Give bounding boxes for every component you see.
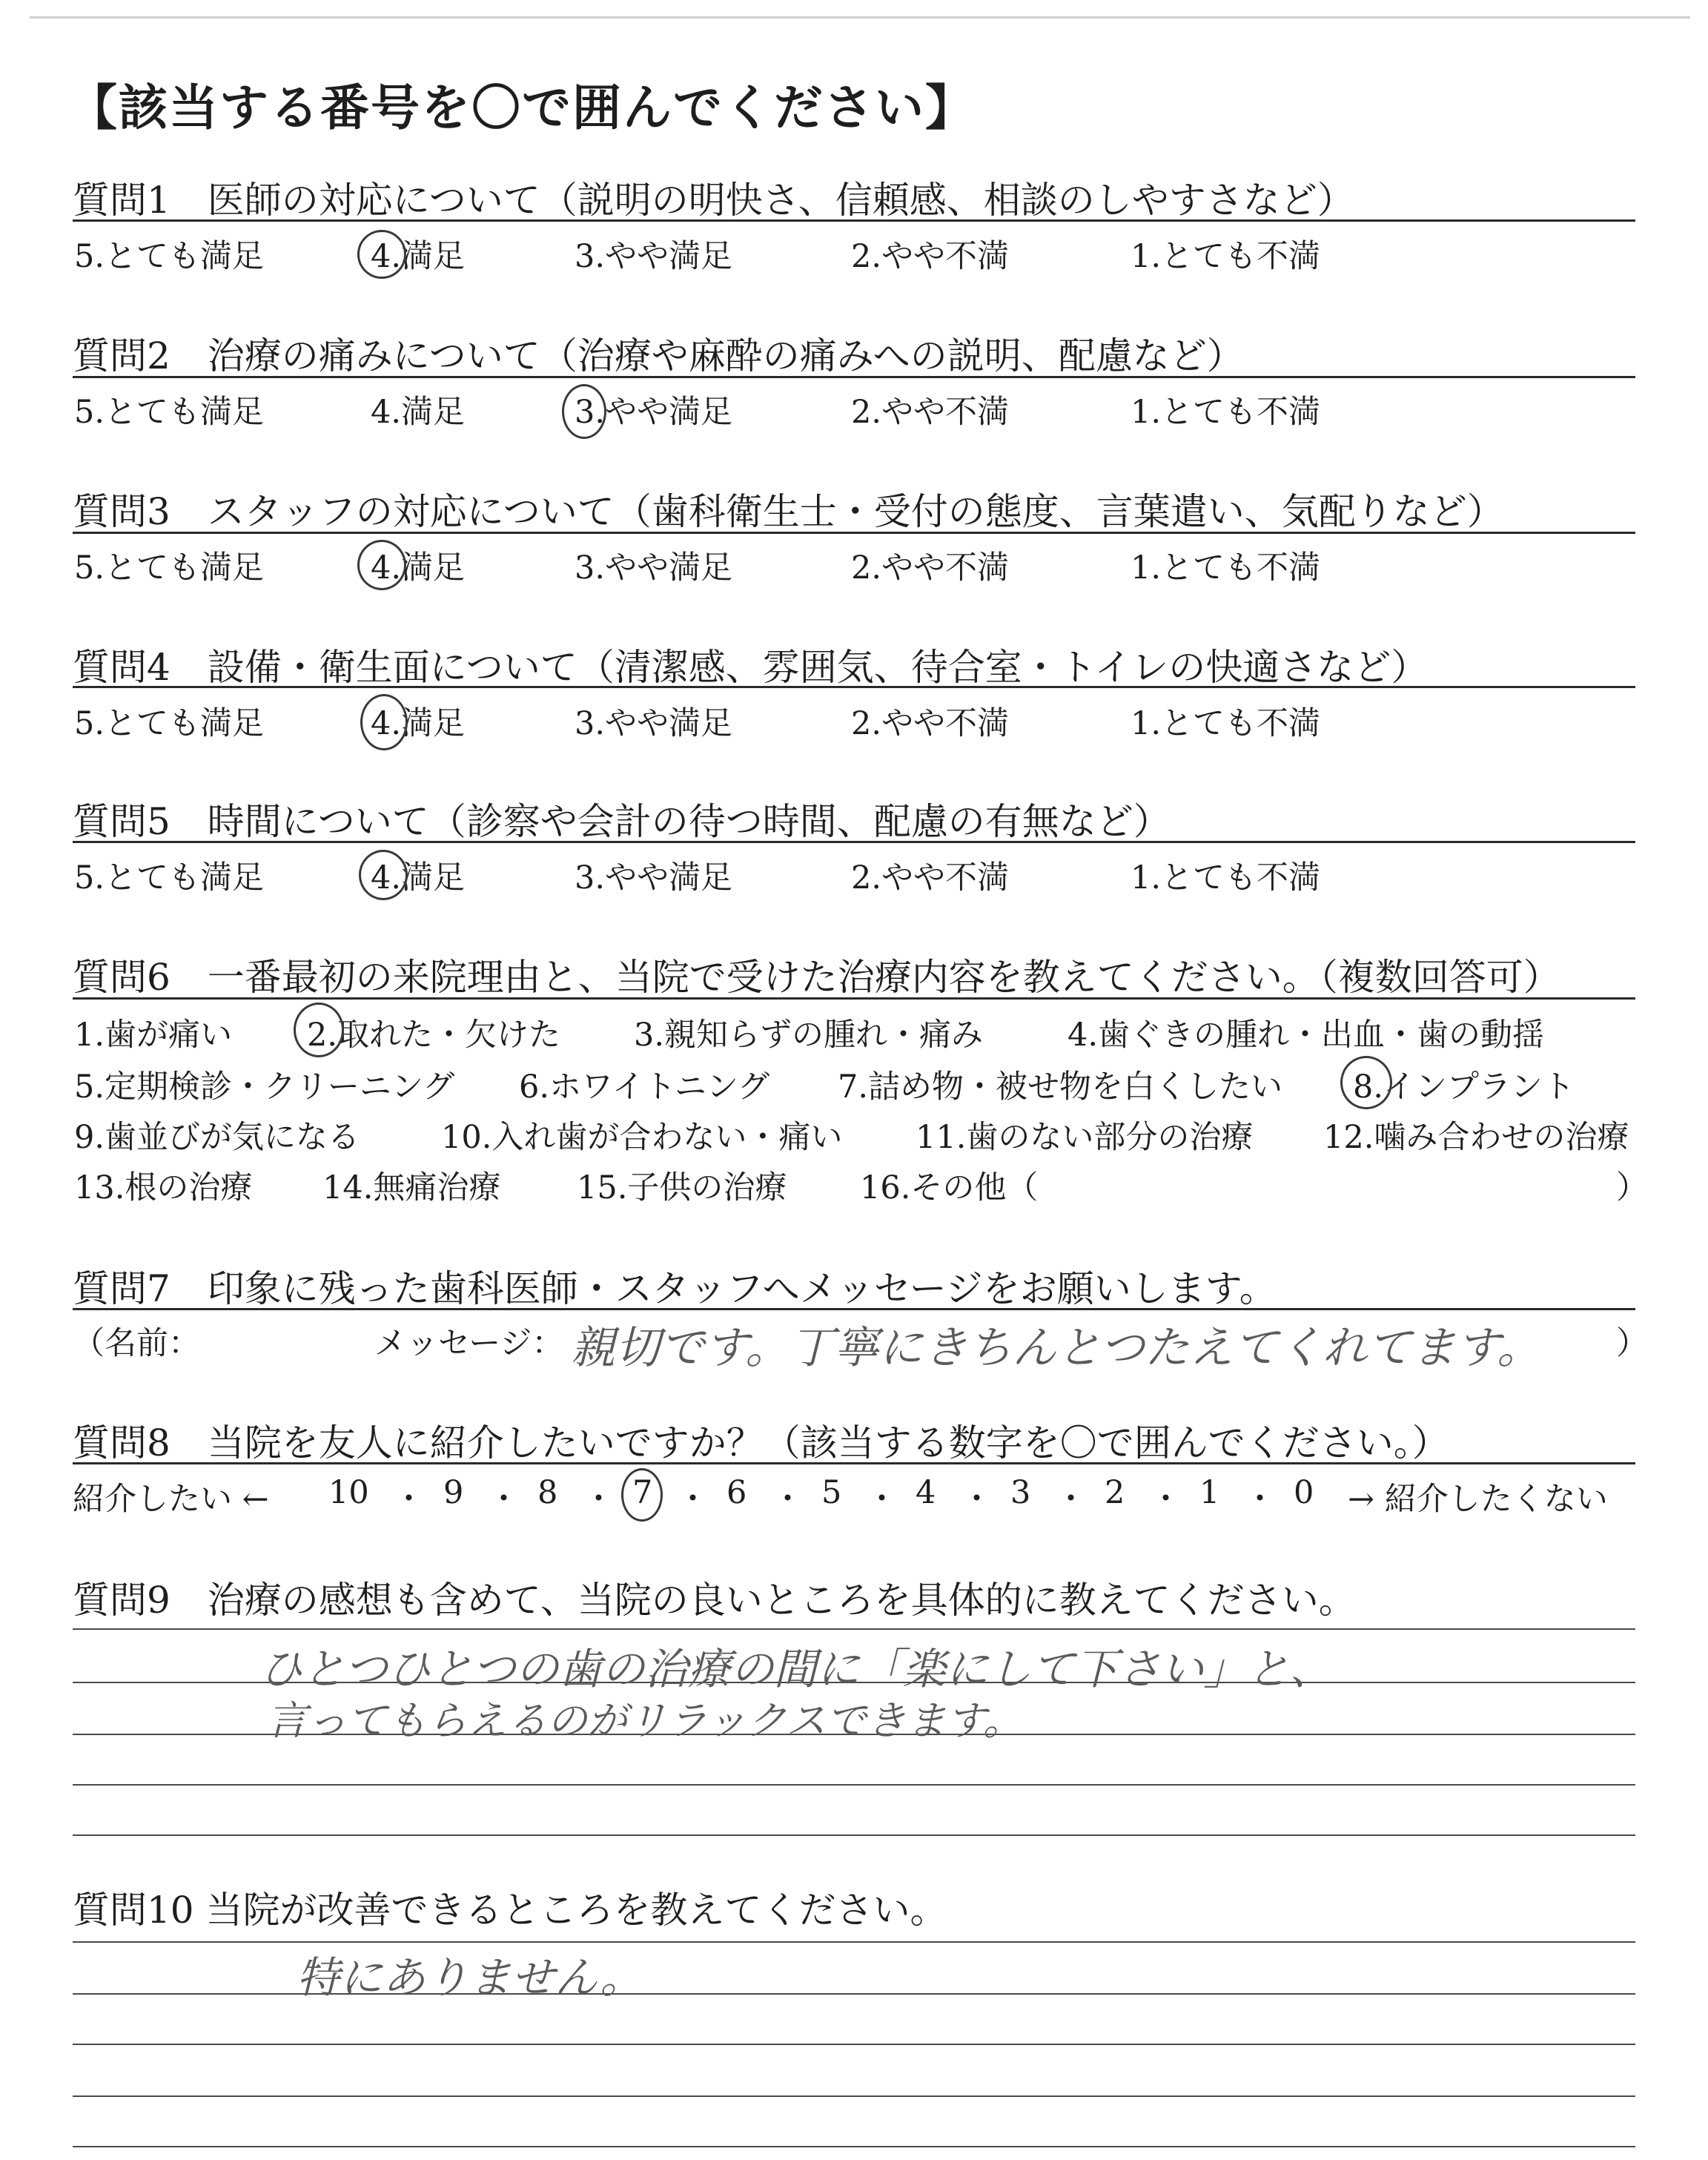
scale-separator: ・ [1055,1481,1087,1518]
option-9[interactable]: 9.歯並びが気になる [74,1119,360,1156]
question-10-title: 質問10 当院が改善できるところを教えてください。 [73,1889,947,1932]
question-9-title: 質問9 治療の感想も含めて、当院の良いところを具体的に教えてください。 [73,1579,1356,1622]
handwritten-message: 親切です。丁寧にきちんとつたえてくれてます。 [571,1322,1542,1374]
scale-0[interactable]: 0 [1294,1474,1314,1511]
option-11[interactable]: 11.歯のない部分の治療 [916,1119,1254,1156]
scale-3[interactable]: 3 [1010,1474,1031,1511]
choice-1[interactable]: 1.とても不満 [1131,705,1321,742]
message-close-paren: ） [1616,1325,1648,1362]
choice-3[interactable]: 3.やや満足 [575,394,733,431]
choice-1[interactable]: 1.とても不満 [1131,238,1321,275]
scale-2[interactable]: 2 [1105,1474,1125,1511]
message-label: メッセージ： [374,1325,564,1362]
question-1-rule [73,219,1635,222]
choice-2[interactable]: 2.やや不満 [851,859,1010,896]
scan-top-edge [30,16,1690,19]
question-4-title: 質問4 設備・衛生面について（清潔感、雰囲気、待合室・トイレの快適さなど） [73,646,1429,689]
scale-4[interactable]: 4 [916,1474,936,1511]
option-12[interactable]: 12.噛み合わせの治療 [1323,1119,1629,1156]
choice-5[interactable]: 5.とても満足 [74,238,265,275]
choice-3[interactable]: 3.やや満足 [575,238,733,275]
choice-4[interactable]: 4.満足 [371,705,466,742]
handwritten-answer-line1: 特にありません。 [297,1952,643,2003]
option-5[interactable]: 5.定期検診・クリーニング [74,1069,455,1106]
choice-5[interactable]: 5.とても満足 [74,549,265,587]
writing-line [73,1628,1635,1630]
question-6-title: 質問6 一番最初の来院理由と、当院で受けた治療内容を教えてください。（複数回答可） [73,956,1560,999]
selection-circle [621,1468,663,1522]
choice-4[interactable]: 4.満足 [371,859,466,896]
scale-7[interactable]: 7 [632,1474,653,1511]
scale-separator: ・ [772,1481,804,1518]
question-1-title: 質問1 医師の対応について（説明の明快さ、信頼感、相談のしやすさなど） [73,179,1354,222]
option-13[interactable]: 13.根の治療 [74,1169,253,1206]
question-2-rule [73,376,1635,378]
question-8-rule [73,1462,1635,1464]
scale-6[interactable]: 6 [726,1474,747,1511]
option-7[interactable]: 7.詰め物・被せ物を白くしたい [838,1069,1283,1106]
choice-1[interactable]: 1.とても不満 [1131,394,1321,431]
choice-2[interactable]: 2.やや不満 [851,549,1010,587]
selection-circle [359,850,408,900]
scale-separator: ・ [1150,1481,1182,1518]
question-5-title: 質問5 時間について（診察や会計の待つ時間、配慮の有無など） [73,800,1171,843]
option-14[interactable]: 14.無痛治療 [322,1169,501,1206]
option-4[interactable]: 4.歯ぐきの腫れ・出血・歯の動揺 [1068,1017,1545,1054]
scale-10[interactable]: 10 [328,1474,369,1511]
scale-separator: ・ [488,1481,520,1518]
question-7-rule [73,1308,1635,1310]
writing-line [73,2146,1635,2147]
option-1[interactable]: 1.歯が痛い [74,1017,233,1054]
scale-1[interactable]: 1 [1199,1474,1220,1511]
name-label: （名前： [73,1325,200,1362]
scale-8[interactable]: 8 [537,1474,558,1511]
selection-circle [360,694,408,750]
option-8[interactable]: 8.インプラント [1353,1069,1575,1106]
choice-4[interactable]: 4.満足 [371,394,466,431]
form-heading: 【該当する番号を〇で囲んでください】 [68,79,976,136]
selection-circle [1340,1056,1392,1109]
selection-circle [294,1003,344,1057]
handwritten-answer-line1: ひとつひとつの歯の治療の間に「楽にして下さい」と、 [259,1644,1333,1694]
choice-5[interactable]: 5.とても満足 [74,394,265,431]
choice-2[interactable]: 2.やや不満 [851,705,1010,742]
scale-separator: ・ [677,1481,709,1518]
scale-5[interactable]: 5 [821,1474,842,1511]
scale-separator: ・ [961,1481,993,1518]
writing-line [73,1784,1635,1786]
writing-line [73,2095,1635,2097]
option-16-close-paren: ） [1616,1169,1648,1206]
scale-separator: ・ [866,1481,898,1518]
selection-circle [357,540,406,590]
choice-1[interactable]: 1.とても不満 [1131,859,1321,896]
selection-circle [562,384,606,439]
option-6[interactable]: 6.ホワイトニング [519,1069,770,1106]
choice-5[interactable]: 5.とても満足 [74,859,265,896]
recommend-scale [73,1474,1635,1519]
choice-2[interactable]: 2.やや不満 [851,238,1010,275]
option-3[interactable]: 3.親知らずの腫れ・痛み [634,1017,984,1054]
choice-2[interactable]: 2.やや不満 [851,394,1010,431]
choice-4[interactable]: 4.満足 [371,549,466,587]
choice-4[interactable]: 4.満足 [371,238,466,275]
question-6-rule [73,997,1635,1000]
question-2-title: 質問2 治療の痛みについて（治療や麻酔の痛みへの説明、配慮など） [73,334,1244,377]
question-7-title: 質問7 印象に残った歯科医師・スタッフへメッセージをお願いします。 [73,1267,1277,1310]
scale-separator: ・ [393,1481,425,1518]
option-2[interactable]: 2.取れた・欠けた [307,1017,561,1054]
choice-3[interactable]: 3.やや満足 [575,549,733,587]
choice-5[interactable]: 5.とても満足 [74,705,265,742]
option-10[interactable]: 10.入れ歯が合わない・痛い [441,1119,843,1156]
question-8-title: 質問8 当院を友人に紹介したいですか？（該当する数字を〇で囲んでください。） [73,1421,1449,1464]
choice-1[interactable]: 1.とても不満 [1131,549,1321,587]
option-15[interactable]: 15.子供の治療 [577,1169,787,1206]
question-5-rule [73,841,1635,843]
question-4-rule [73,686,1635,688]
choice-3[interactable]: 3.やや満足 [575,859,733,896]
scale-separator: ・ [583,1481,615,1518]
scale-separator: ・ [1244,1481,1276,1518]
choice-3[interactable]: 3.やや満足 [575,705,733,742]
writing-line [73,1834,1635,1836]
scale-right-label: → 紹介したくない [1348,1481,1608,1518]
question-3-rule [73,532,1635,534]
option-16[interactable]: 16.その他（ [860,1169,1039,1206]
selection-circle [357,230,406,279]
writing-line [73,2044,1635,2045]
handwritten-answer-line2: 言ってもらえるのがリラックスできます。 [267,1697,1024,1744]
scale-left-label: 紹介したい ← [73,1481,269,1518]
scale-9[interactable]: 9 [443,1474,464,1511]
question-3-title: 質問3 スタッフの対応について（歯科衛生士・受付の態度、言葉遣い、気配りなど） [73,490,1504,533]
